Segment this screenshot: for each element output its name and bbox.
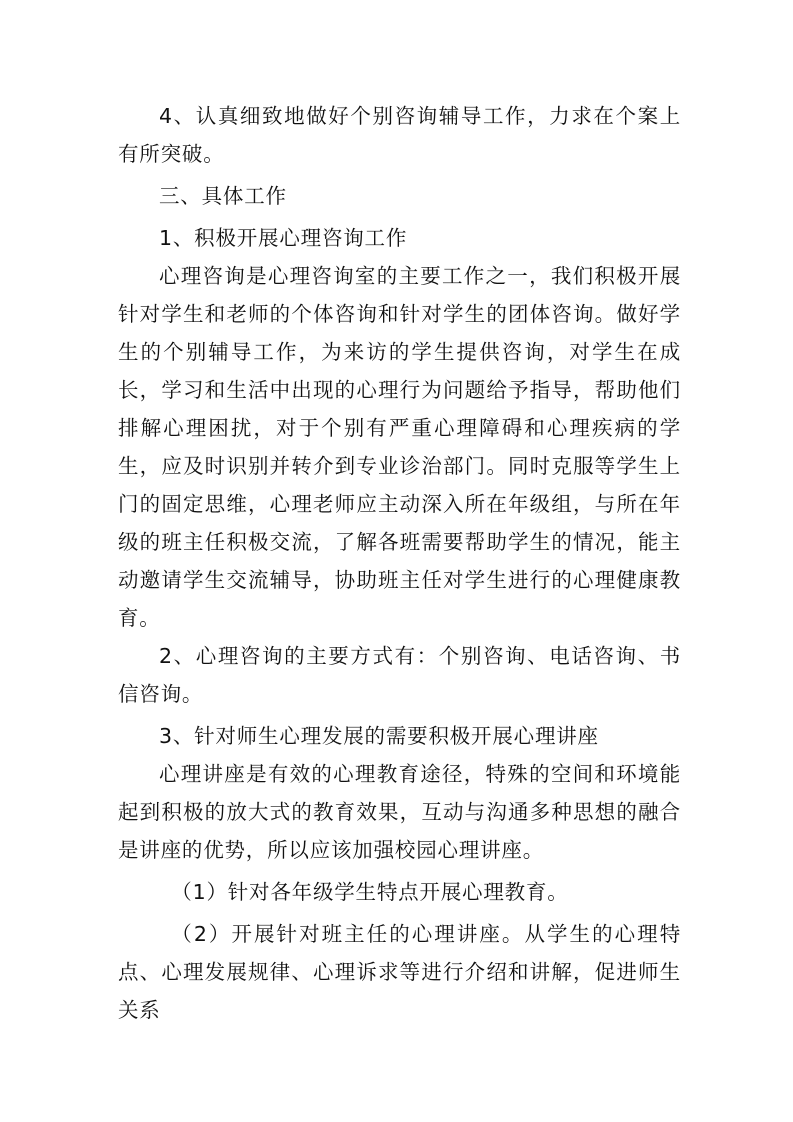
paragraph-counseling-methods: 2、心理咨询的主要方式有：个别咨询、电话咨询、书信咨询。 xyxy=(118,644,681,706)
subheading-lectures: 3、针对师生心理发展的需要积极开展心理讲座 xyxy=(159,724,599,748)
paragraph-point-4: 4、认真细致地做好个别咨询辅导工作，力求在个案上有所突破。 xyxy=(118,104,681,166)
paragraph-counseling-description: 心理咨询是心理咨询室的主要工作之一，我们积极开展针对学生和老师的个体咨询和针对学生的团体咨询。做好学生的个别辅导工作，为来访的学生提供咨询，对学生在成长，学习和生活中出现的心理行为问题给予指导，帮助他们排解心理困扰，对于个别有严重心理障碍和心理疾病的学生，应及时识别并转介到专业诊治部门。同时克服等学生上门的固定思维，心理老师应主动深入所在年级组，与所在年级的班主任积极交流，了解各班需要帮助学生的情况，能主动邀请学生交流辅导，协助班主任对学生进行的心理健康教育。 xyxy=(118,264,681,630)
document-body xyxy=(118,97,681,1029)
paragraph-lectures-description: 心理讲座是有效的心理教育途径，特殊的空间和环境能起到积极的放大式的教育效果，互动与沟通多种思想的融合是讲座的优势，所以应该加强校园心理讲座。 xyxy=(118,762,681,862)
section-heading-specific-work: 三、具体工作 xyxy=(159,184,287,208)
list-item-1: （1）针对各年级学生特点开展心理教育。 xyxy=(171,880,569,904)
list-item-2: （2）开展针对班主任的心理讲座。从学生的心理特点、心理发展规律、心理诉求等进行介绍和讲解，促进师生关系 xyxy=(118,922,681,1022)
subheading-counseling-work: 1、积极开展心理咨询工作 xyxy=(159,226,408,250)
